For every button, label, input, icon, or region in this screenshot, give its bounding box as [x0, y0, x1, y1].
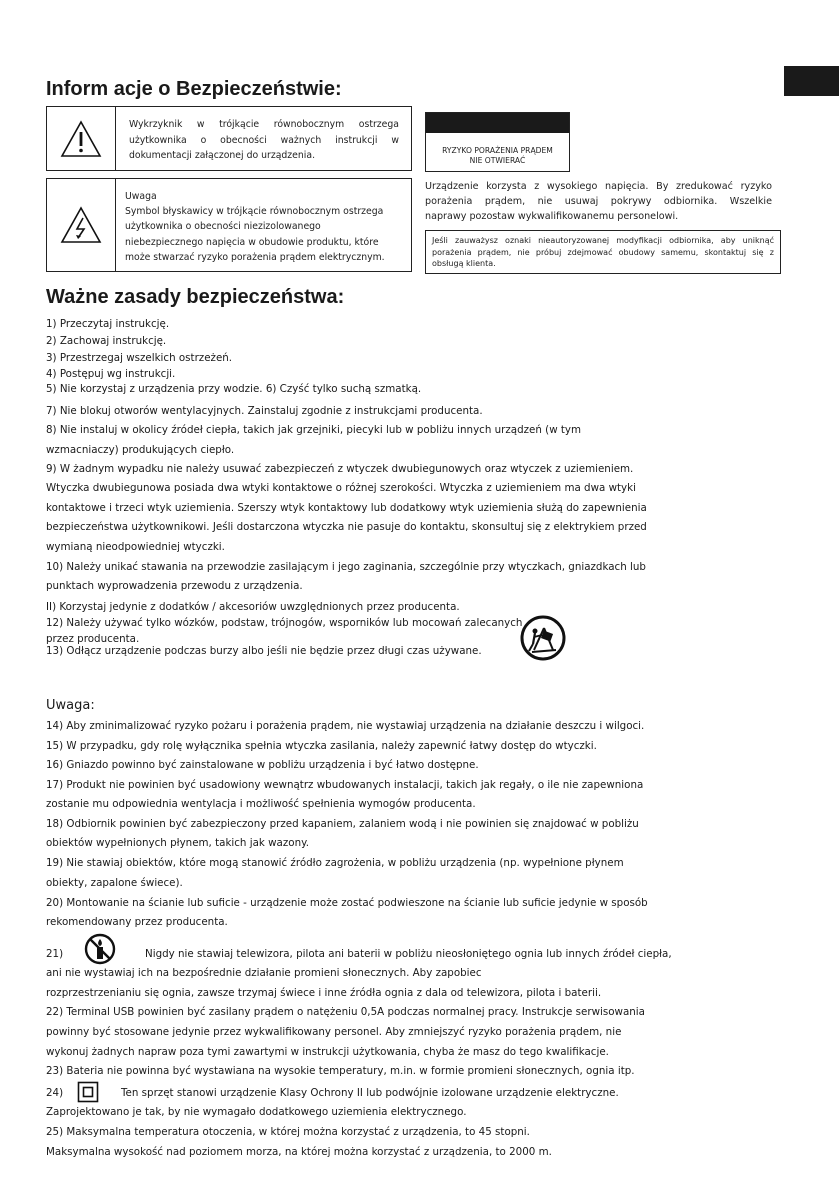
warning-line: 15) W przypadku, gdy rolę wyłącznika spełnia wtyczka zasilania, należy zapewnić łatwy dostęp do wtyczki.	[46, 740, 597, 752]
item-24-number: 24)	[46, 1087, 64, 1099]
warning-line: zostanie mu odpowiednia wentylacja i możliwość spełnienia wymogów producenta.	[46, 798, 476, 810]
shock-risk-label	[425, 112, 570, 172]
rule-line: 13) Odłącz urządzenie podczas burzy albo jeśli nie będzie przez długi czas używane.	[46, 645, 482, 657]
shock-risk-text: RYZYKO PORAŻENIA PRĄDEM	[442, 146, 553, 155]
box-text-line: może stwarzać ryzyko porażenia prądem elektrycznym.	[125, 251, 385, 263]
item-23-line: 23) Bateria nie powinna być wystawiana na wysokie temperatury, m.in. w formie promieni słonecznych, ognia itp.	[46, 1065, 635, 1077]
warning-line: 17) Produkt nie powinien być usadowiony wewnątrz wbudowanych instalacji, takich jak regały, o ile nie zapewniona	[46, 779, 644, 791]
item-24-line: Zaprojektowano je tak, by nie wymagało dodatkowego uziemienia elektrycznego.	[46, 1106, 467, 1118]
box-text-line: Symbol błyskawicy w trójkącie równobocznym ostrzega	[125, 206, 384, 218]
rule-line: 5) Nie korzystaj z urządzenia przy wodzie. 6) Czyść tylko suchą szmatką.	[46, 383, 422, 395]
lightning-bolt-icon	[59, 205, 103, 245]
important-rules-heading: Ważne zasady bezpieczeństwa:	[46, 286, 345, 308]
item-21-number: 21)	[46, 948, 64, 960]
item-21-line: rozprzestrzenianiu się ognia, zawsze trzymaj świece i inne źródła ognia z dala od telewizora, pilota i baterii.	[46, 987, 602, 999]
warning-line: 14) Aby zminimalizować ryzyko pożaru i porażenia prądem, nie wystawiaj urządzenia na działanie deszczu i wilgoci.	[46, 720, 645, 732]
item-25-line: Maksymalna wysokość nad poziomem morza, na której można korzystać z urządzenia, to 2000 m.	[46, 1146, 552, 1158]
rule-line: bezpieczeństwa użytkownikowi. Jeśli dostarczona wtyczka nie pasuje do kontaktu, skonsultuj się z elektrykiem przed	[46, 521, 647, 533]
box-text-line: Wykrzyknik w trójkącie równobocznym ostrzega	[129, 119, 399, 130]
item-25-line: 25) Maksymalna temperatura otoczenia, w której można korzystać z urządzenia, to 45 stopni.	[46, 1126, 530, 1138]
item-21-line: ani nie wystawiaj ich na bezpośrednie działanie promieni słonecznych. Aby zapobiec	[46, 967, 482, 979]
tamper-notice-box: Jeśli zauważysz oznaki nieautoryzowanej modyfikacji odbiornika, aby uniknąć porażenia prądem, nie próbuj zdejmować obudowy samemu, skontaktuj się z obsługą klienta.	[425, 230, 781, 274]
box-text-line: niebezpiecznego napięcia w obudowie produktu, które	[125, 236, 379, 248]
no-open-flame-icon	[84, 933, 116, 965]
rule-line: kontaktowe i trzeci wtyk uziemienia. Szerszy wtyk kontaktowy lub dodatkowy wtyk uziemienia służą do zapewnienia	[46, 502, 647, 514]
class-ii-double-insulation-icon	[77, 1081, 99, 1103]
rule-line: 12) Należy używać tylko wózków, podstaw, trójnogów, wsporników lub mocowań zalecanych	[46, 617, 523, 629]
rule-line: 8) Nie instaluj w okolicy źródeł ciepła, takich jak grzejniki, piecyki lub w pobliżu innych urządzeń (w tym	[46, 424, 582, 436]
warning-line: 16) Gniazdo powinno być zainstalowane w pobliżu urządzenia i być łatwo dostępne.	[46, 759, 479, 771]
rule-line: wzmacniaczy) produkujących ciepło.	[46, 444, 235, 456]
rule-line: 4) Postępuj wg instrukcji.	[46, 368, 176, 380]
lightning-notice-box	[46, 178, 412, 272]
rule-line: wymianą nieodpowiedniej wtyczki.	[46, 541, 225, 553]
exclamation-notice-box	[46, 106, 412, 171]
rule-line: 7) Nie blokuj otworów wentylacyjnych. Zainstaluj zgodnie z instrukcjami producenta.	[46, 405, 483, 417]
item-22-line: wykonuj żadnych napraw poza tymi zawartymi w instrukcji użytkowania, chyba że masz do tego kwalifikacje.	[46, 1046, 609, 1058]
box-text-line: dokumentacji załączonej do urządzenia.	[129, 150, 316, 162]
warning-heading: Uwaga:	[46, 698, 95, 713]
rule-line: 3) Przestrzegaj wszelkich ostrzeżeń.	[46, 352, 233, 364]
box-text-line: użytkownika o obecności ważnych instrukcji w	[129, 134, 399, 146]
warning-line: 20) Montowanie na ścianie lub suficie - urządzenie może zostać podwieszone na ścianie lub suficie jedynie w sposób	[46, 897, 648, 909]
item-22-line: 22) Terminal USB powinien być zasilany prądem o natężeniu 0,5A podczas normalnej pracy. Instrukcje serwisowania	[46, 1006, 645, 1018]
rule-line: 9) W żadnym wypadku nie należy usuwać zabezpieczeń z wtyczek dwubiegunowych oraz wtyczek z uziemieniem.	[46, 463, 634, 475]
box-text-line: użytkownika o obecności niezizolowanego	[125, 221, 321, 233]
item-24-text: Ten sprzęt stanowi urządzenie Klasy Ochrony II lub podwójnie izolowane urządzenie elektryczne.	[121, 1087, 619, 1099]
rule-line: 10) Należy unikać stawania na przewodzie zasilającym i jego zaginania, szczególnie przy wtyczkach, gniazdkach lub	[46, 561, 646, 573]
item-21-text: Nigdy nie stawiaj telewizora, pilota ani baterii w pobliżu nieosłoniętego ognia lub innych źródeł ciepła,	[145, 948, 672, 960]
do-not-open-text: NIE OTWIERAĆ	[469, 155, 526, 165]
high-voltage-paragraph: Urządzenie korzysta z wysokiego napięcia. By zredukować ryzyko porażenia prądem, nie usuwaj pokrywy odbiornika. Wszelkie naprawy pozostaw wykwalifikowanemu personelowi.	[425, 181, 772, 222]
label-black-band	[426, 113, 569, 133]
item-22-line: powinny być stosowane jedynie przez wykwalifikowany personel. Aby zmniejszyć ryzyko porażenia prądem, nie	[46, 1026, 622, 1038]
warning-line: 18) Odbiornik powinien być zabezpieczony przed kapaniem, zalaniem wodą i nie powinien się znajdować w pobliżu	[46, 818, 639, 830]
rule-line: 1) Przeczytaj instrukcję.	[46, 318, 170, 330]
rule-line: Wtyczka dwubiegunowa posiada dwa wtyki kontaktowe o różnej szerokości. Wtyczka z uziemieniem ma dwa wtyki	[46, 482, 636, 494]
warning-exclamation-icon	[59, 119, 103, 159]
cart-tip-over-icon	[520, 614, 566, 662]
warning-line: obiektów wypełnionych płynem, takich jak wazony.	[46, 837, 309, 849]
rule-line: przez producenta.	[46, 633, 140, 645]
rule-line: punktach wyprowadzenia przewodu z urządzenia.	[46, 580, 303, 592]
rule-line: 2) Zachowaj instrukcję.	[46, 335, 167, 347]
warning-line: rekomendowany przez producenta.	[46, 916, 228, 928]
box-text-line: Uwaga	[125, 191, 157, 202]
warning-line: obiekty, zapalone świece).	[46, 877, 183, 889]
warning-line: 19) Nie stawiaj obiektów, które mogą stanowić źródło zagrożenia, w pobliżu urządzenia (np. wypełnione płynem	[46, 857, 624, 869]
page-tab-marker	[784, 66, 839, 96]
safety-info-heading: Inform acje o Bezpieczeństwie:	[46, 78, 342, 100]
rule-line: II) Korzystaj jedynie z dodatków / akcesoriów uwzględnionych przez producenta.	[46, 601, 460, 613]
